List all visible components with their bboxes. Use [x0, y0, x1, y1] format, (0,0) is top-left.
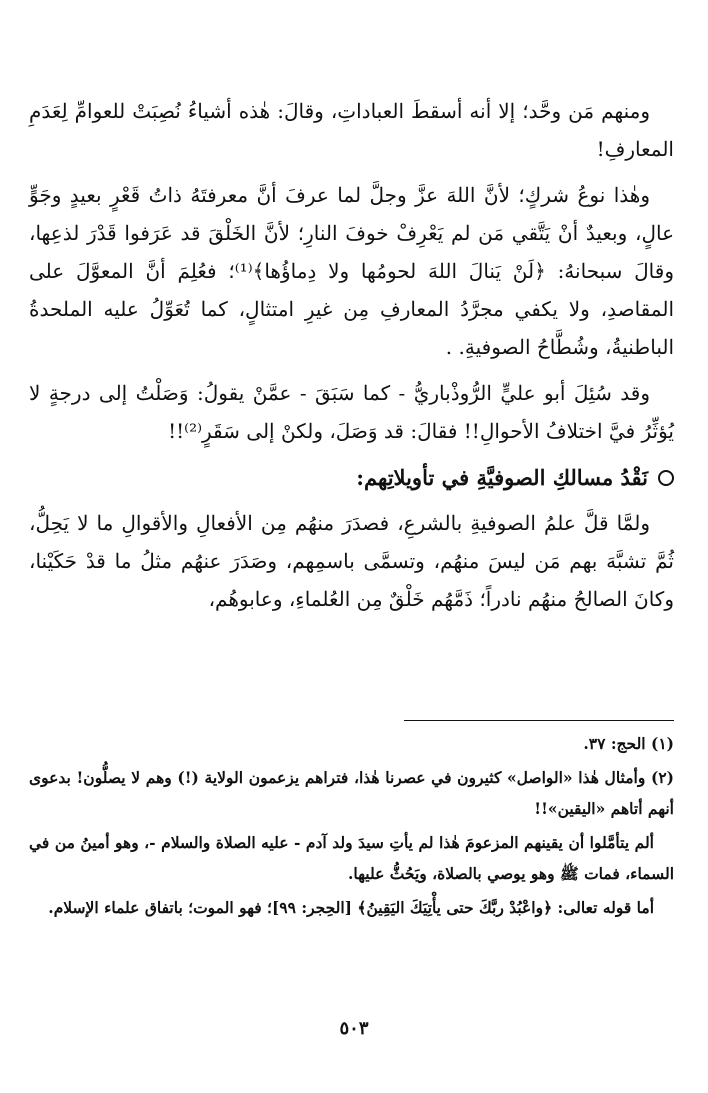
footnote-2: (٢) وأمثال هٰذا «الواصل» كثيرون في عصرنا هٰذا، فتراهم يزعمون الولاية (!) وهم لا يصلُّون! بدعوى أنهم أتاهم «اليقين»!!: [29, 768, 674, 818]
paragraph-3: وقد سُئِلَ أبو عليٍّ الرُّوذْباريُّ - كما سَبَقَ - عمَّنْ يقولُ: وَصَلْتُ إلى درجةٍ لا يُؤثِّرُ فيَّ اختلافُ الأحوالِ!! فقالَ: قد وَصَلَ، ولكنْ إلى سَقَرٍ⁽²⁾!!: [29, 381, 674, 443]
footnote-2-conclusion: أما قوله تعالى: ﴿واعْبُدْ ربَّكَ حتى يأْتِيَكَ اليَقِينُ﴾ [الحِجر: ٩٩]؛ فهو الموت؛ باتفاق علماء الإسلام.: [48, 898, 654, 917]
circle-bullet-icon: [658, 470, 674, 486]
paragraph-2: وهٰذا نوعُ شركٍ؛ لأنَّ اللهَ عزَّ وجلَّ لما عرفَ أنَّ معرفتَهُ ذاتُ قَعْرٍ بعيدٍ وجَوٍّ عالٍ، وبعيدٌ أنْ يَتَّقي مَن لم يَعْرِفْ خوفَ النارِ؛ لأنَّ الخَلْقَ قد عَرَفوا قَدْرَ لذعِها، وقالَ سبحانهُ: ﴿لَنْ يَنالَ اللهَ لحومُها ولا دِماؤُها﴾⁽¹⁾؛ فعُلِمَ أنَّ المعوَّلَ على المقاصدِ، ولا يكفي مجرَّدُ المعارفِ مِن غيرِ امتثالٍ، كما تُعَوِّلُ عليه الملحدةُ الباطنيةُ، وشُطَّاحُ الصوفيةِ. .: [29, 183, 674, 359]
footnote-2-continued: ألم يتأمَّلوا أن يقينهم المزعومَ هٰذا لم يأتِ سيدَ ولد آدم - عليه الصلاة والسلام -، وهو أمينُ من في السماء، فمات ﷺ وهو يوصي بالصلاة، ويَحُثُّ عليها.: [29, 833, 674, 883]
footnote-separator: [404, 720, 674, 721]
section-heading-text: نَقْدُ مسالكِ الصوفيَّةِ في تأويلاتِهم:: [356, 465, 648, 490]
page-number: ٥٠٣: [339, 1018, 369, 1039]
footnotes: [29, 728, 674, 926]
section-heading: [29, 458, 674, 498]
paragraph-4: ولمَّا قلَّ علمُ الصوفيةِ بالشرعِ، فصدَرَ منهُم مِن الأفعالِ والأقوالِ ما لا يَحِلُّ، ثُمَّ تشبَّهَ بهم مَن ليسَ منهُم، وتسمَّى باسمِهم، وصَدَرَ عنهُم مثلُ ما قدْ حَكَيْنا، وكانَ الصالحُ منهُم نادراً؛ ذَمَّهُم خَلْقٌ مِن العُلماءِ، وعابوهُم،: [29, 511, 674, 611]
main-text: [29, 92, 674, 626]
footnote-1: (١) الحج: ٣٧.: [583, 734, 674, 753]
paragraph-1: ومنهم مَن وحَّد؛ إلا أنه أسقطَ العباداتِ، وقالَ: هٰذه أشياءُ نُصِبَتْ للعوامِّ لِعَدَمِ المعارفِ!: [29, 99, 674, 161]
